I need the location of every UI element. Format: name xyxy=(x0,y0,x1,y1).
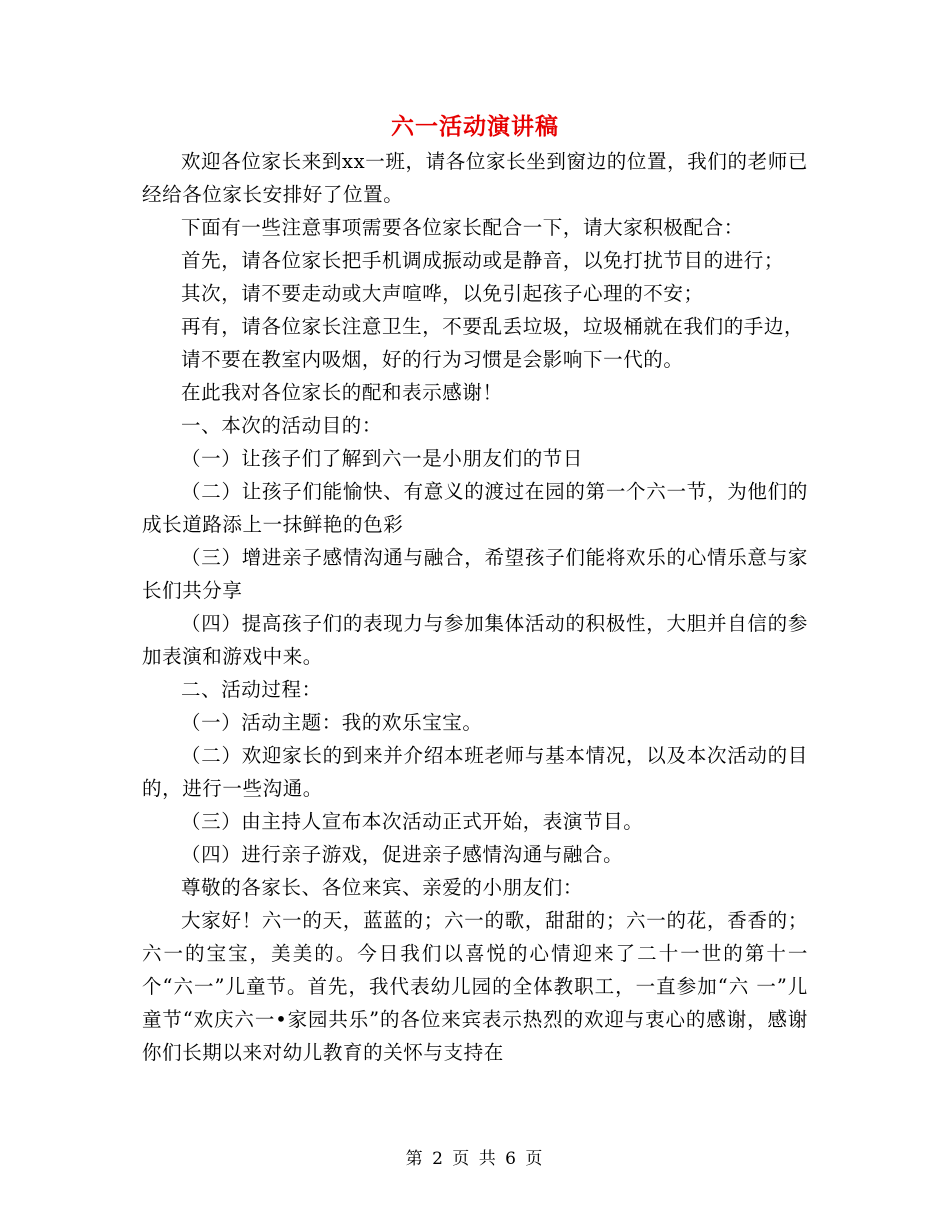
paragraph-4: 其次，请不要走动或大声喧哗，以免引起孩子心理的不安； xyxy=(181,282,704,305)
list-item-4: （四）提高孩子们的表现力与参加集体活动的积极性，大胆并自信的参加表演和游戏中来。 xyxy=(142,612,808,668)
list-item-7: （三）由主持人宣布本次活动正式开始，表演节目。 xyxy=(181,810,644,833)
list-item-3: （三）增进亲子感情沟通与融合，希望孩子们能将欢乐的心情乐意与家长们共分享 xyxy=(142,546,808,602)
list-item-6: （二）欢迎家长的到来并介绍本班老师与基本情况，以及本次活动的目的，进行一些沟通。 xyxy=(142,744,808,800)
speech-paragraph: 大家好！六一的天，蓝蓝的；六一的歌，甜甜的；六一的花，香香的；六一的宝宝，美美的。今日我们以喜悦的心情迎来了二十一世的第十一个“六一”儿童节。首先，我代表幼儿园的全体教职工，一直参加“六 一”儿童节“欢庆六一•家园共乐”的各位来宾表示热烈的欢迎与衷心的感谢，感谢你们长期以来对幼儿教育的关怀与支持在 xyxy=(142,909,808,1064)
list-item-8: （四）进行亲子游戏，促进亲子感情沟通与融合。 xyxy=(181,843,624,866)
paragraph-2: 下面有一些注意事项需要各位家长配合一下，请大家积极配合： xyxy=(181,216,744,239)
list-item-5: （一）活动主题：我的欢乐宝宝。 xyxy=(181,711,483,734)
paragraph-5: 再有，请各位家长注意卫生，不要乱丢垃圾，垃圾桶就在我们的手边， xyxy=(181,315,805,338)
paragraph-6: 请不要在教室内吸烟，好的行为习惯是会影响下一代的。 xyxy=(181,348,684,371)
page-title: 六一活动演讲稿 xyxy=(391,113,559,140)
paragraph-3: 首先，请各位家长把手机调成振动或是静音，以免打扰节目的进行； xyxy=(181,249,785,272)
document-body xyxy=(142,145,808,1069)
paragraph-7: 在此我对各位家长的配和表示感谢！ xyxy=(181,381,503,404)
page-footer: 第 2 页 共 6 页 xyxy=(405,1149,545,1169)
list-item-1: （一）让孩子们了解到六一是小朋友们的节日 xyxy=(181,447,584,470)
section-heading-2: 二、活动过程： xyxy=(181,678,322,701)
paragraph-1: 欢迎各位家长来到xx一班，请各位家长坐到窗边的位置，我们的老师已经给各位家长安排好了位置。 xyxy=(142,150,808,206)
salutation: 尊敬的各家长、各位来宾、亲爱的小朋友们： xyxy=(181,876,584,899)
list-item-2: （二）让孩子们能愉快、有意义的渡过在园的第一个六一节，为他们的成长道路添上一抹鲜艳的色彩 xyxy=(142,480,808,536)
section-heading-1: 一、本次的活动目的： xyxy=(181,414,383,437)
